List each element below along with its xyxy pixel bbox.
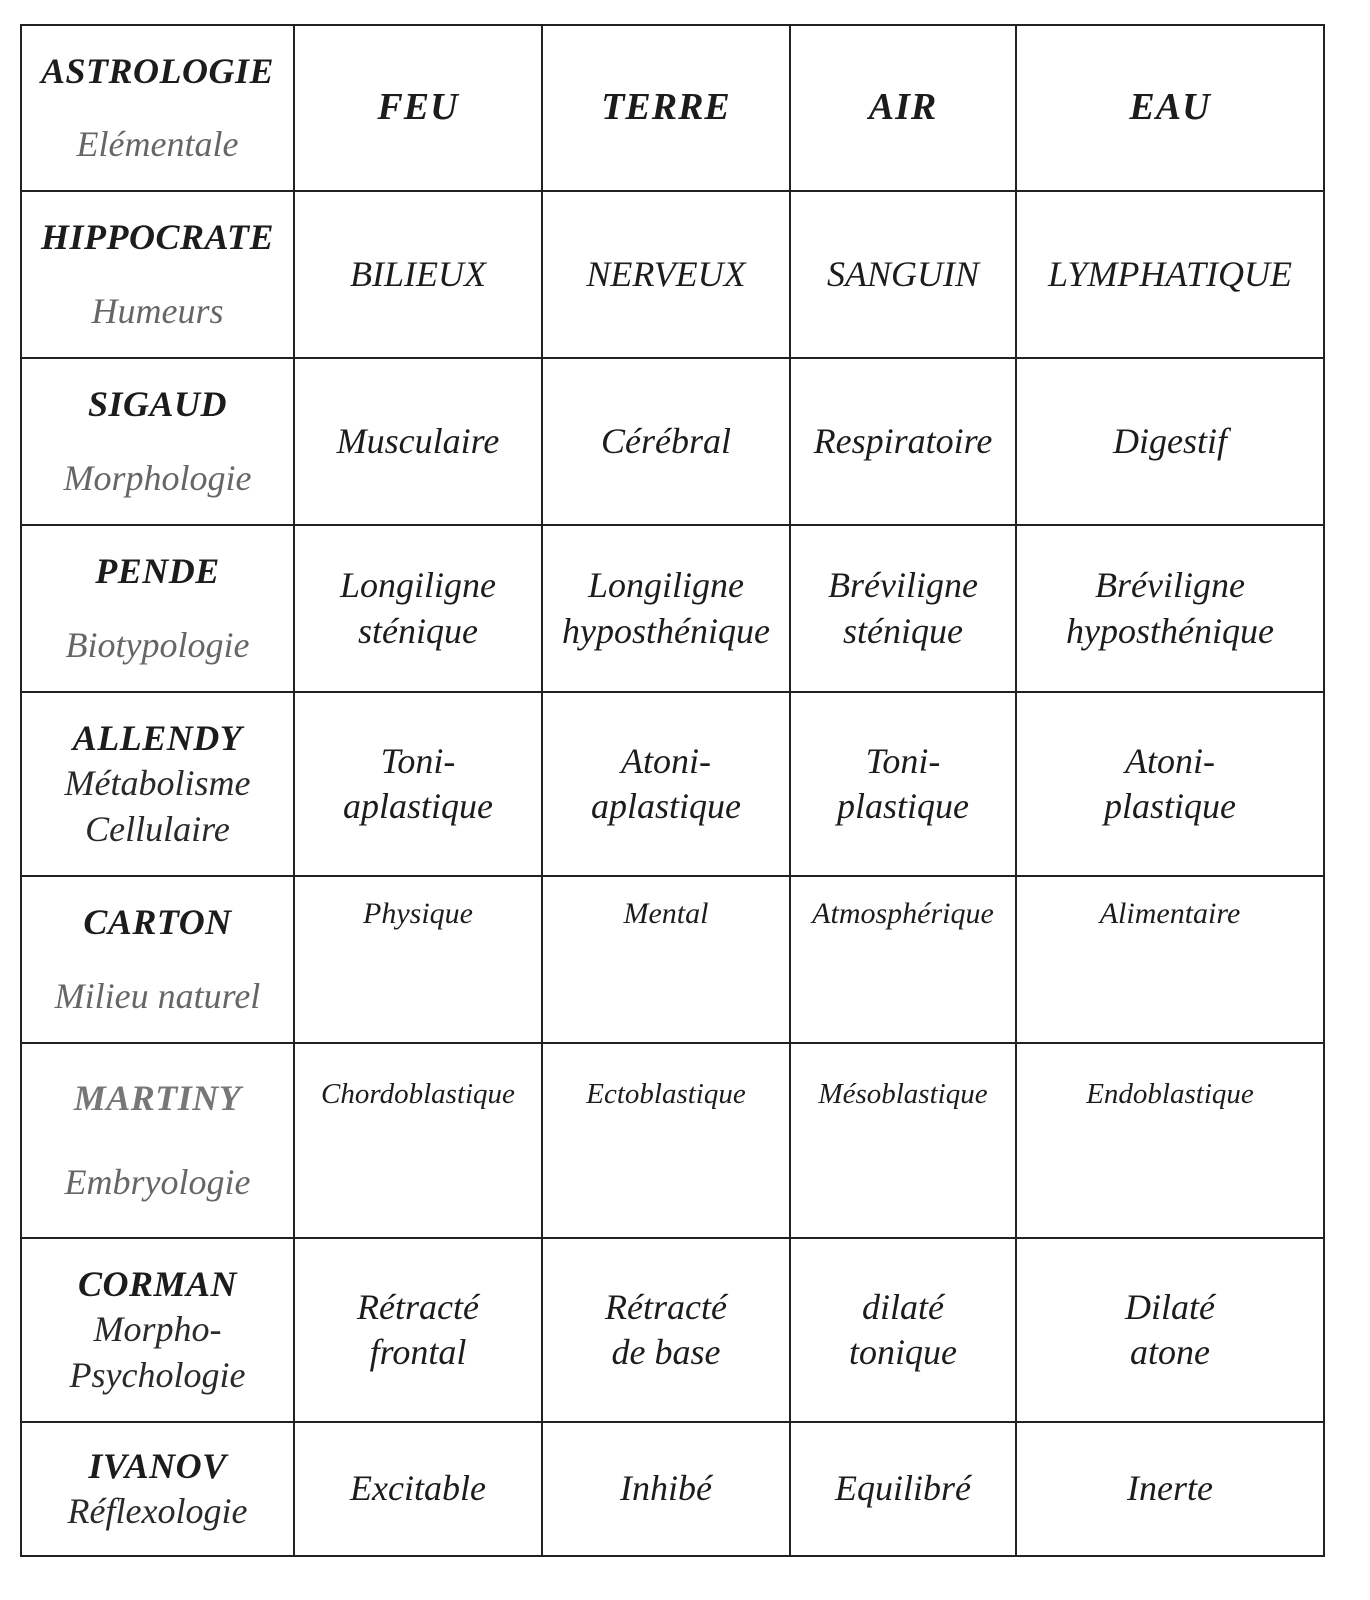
table-row bbox=[21, 1422, 1324, 1556]
row-subtitle: Cellulaire bbox=[85, 808, 230, 849]
row-subtitle: Humeurs bbox=[91, 290, 224, 331]
table-cell bbox=[294, 692, 542, 876]
table-cell: Alimentaire bbox=[1016, 876, 1324, 1043]
table-row bbox=[21, 358, 1324, 525]
table-cell: Mésoblastique bbox=[790, 1043, 1016, 1238]
row-title: SIGAUD bbox=[87, 384, 228, 425]
row-title: PENDE bbox=[95, 551, 220, 592]
cell-line: Rétracté bbox=[357, 1286, 479, 1327]
header-row bbox=[21, 25, 1324, 191]
table-cell: Respiratoire bbox=[790, 358, 1016, 525]
element-header-air: AIR bbox=[790, 25, 1016, 191]
row-title: ALLENDY bbox=[72, 717, 243, 758]
row-subtitle: Milieu naturel bbox=[54, 975, 261, 1016]
row-subtitle: Morpho- bbox=[93, 1309, 222, 1350]
cell-line: Bréviligne bbox=[1095, 565, 1245, 606]
row-subtitle: Embryologie bbox=[64, 1161, 251, 1202]
cell-line: Bréviligne bbox=[828, 565, 978, 606]
table-cell: Physique bbox=[294, 876, 542, 1043]
row-title: HIPPOCRATE bbox=[40, 217, 275, 258]
table-row bbox=[21, 1043, 1324, 1238]
typology-table bbox=[20, 24, 1325, 1557]
table-row bbox=[21, 692, 1324, 876]
row-header-cell bbox=[21, 358, 294, 525]
row-subtitle: Métabolisme bbox=[64, 763, 251, 804]
table-cell: Inhibé bbox=[542, 1422, 790, 1556]
table-cell bbox=[542, 1238, 790, 1422]
table-cell: Endoblastique bbox=[1016, 1043, 1324, 1238]
table-cell: NERVEUX bbox=[542, 191, 790, 358]
table-cell bbox=[1016, 525, 1324, 692]
element-header-terre: TERRE bbox=[542, 25, 790, 191]
table-cell: Cérébral bbox=[542, 358, 790, 525]
cell-line: Atoni- bbox=[621, 740, 711, 781]
corner-cell bbox=[21, 25, 294, 191]
row-title: MARTINY bbox=[73, 1078, 242, 1119]
row-header-cell bbox=[21, 1238, 294, 1422]
table-cell: Equilibré bbox=[790, 1422, 1016, 1556]
table-cell: Atmosphérique bbox=[790, 876, 1016, 1043]
table-cell: Inerte bbox=[1016, 1422, 1324, 1556]
row-subtitle: Elémentale bbox=[76, 124, 239, 164]
cell-line: plastique bbox=[1104, 786, 1236, 826]
row-header-cell bbox=[21, 1422, 294, 1556]
table-cell bbox=[790, 525, 1016, 692]
row-subtitle: Réflexologie bbox=[67, 1491, 248, 1531]
row-header-cell bbox=[21, 525, 294, 692]
table-cell: Mental bbox=[542, 876, 790, 1043]
table-cell: Chordoblastique bbox=[294, 1043, 542, 1238]
row-subtitle: Morphologie bbox=[63, 457, 252, 498]
cell-line: de base bbox=[611, 1332, 721, 1372]
table-cell bbox=[1016, 692, 1324, 876]
table-cell: Excitable bbox=[294, 1422, 542, 1556]
table-cell bbox=[542, 525, 790, 692]
cell-line: tonique bbox=[849, 1332, 957, 1372]
cell-line: hyposthénique bbox=[1066, 610, 1274, 651]
cell-line: Dilaté bbox=[1125, 1286, 1215, 1327]
table-cell bbox=[542, 692, 790, 876]
row-header-cell bbox=[21, 1043, 294, 1238]
table-row bbox=[21, 876, 1324, 1043]
row-header-cell bbox=[21, 191, 294, 358]
table-row bbox=[21, 191, 1324, 358]
table-row bbox=[21, 525, 1324, 692]
row-title: ASTROLOGIE bbox=[40, 50, 275, 91]
cell-line: frontal bbox=[369, 1332, 467, 1372]
cell-line: aplastique bbox=[591, 786, 741, 826]
element-header-feu: FEU bbox=[294, 25, 542, 191]
table-cell bbox=[294, 525, 542, 692]
row-subtitle: Biotypologie bbox=[65, 624, 250, 665]
cell-line: dilaté bbox=[862, 1286, 944, 1327]
row-title: CARTON bbox=[83, 902, 232, 943]
row-subtitle: Psychologie bbox=[69, 1354, 246, 1395]
cell-line: Toni- bbox=[865, 740, 941, 781]
table-cell: Ectoblastique bbox=[542, 1043, 790, 1238]
table-cell: Digestif bbox=[1016, 358, 1324, 525]
row-header-cell bbox=[21, 876, 294, 1043]
cell-line: sténique bbox=[843, 610, 963, 651]
cell-line: Longiligne bbox=[339, 565, 496, 606]
table-cell bbox=[790, 692, 1016, 876]
table-cell: Musculaire bbox=[294, 358, 542, 525]
table-cell: SANGUIN bbox=[790, 191, 1016, 358]
table-cell: BILIEUX bbox=[294, 191, 542, 358]
cell-line: hyposthénique bbox=[562, 610, 770, 651]
cell-line: atone bbox=[1130, 1332, 1210, 1372]
element-header-eau: EAU bbox=[1016, 25, 1324, 191]
cell-line: Longiligne bbox=[587, 565, 744, 606]
cell-line: aplastique bbox=[343, 786, 493, 826]
table-cell bbox=[1016, 1238, 1324, 1422]
row-title: CORMAN bbox=[77, 1263, 238, 1304]
cell-line: Rétracté bbox=[605, 1286, 727, 1327]
table-cell bbox=[294, 1238, 542, 1422]
cell-line: Toni- bbox=[380, 740, 456, 781]
row-title: IVANOV bbox=[88, 1445, 227, 1486]
cell-line: Atoni- bbox=[1125, 740, 1215, 781]
row-header-cell bbox=[21, 692, 294, 876]
cell-line: plastique bbox=[837, 786, 969, 826]
table-cell: LYMPHATIQUE bbox=[1016, 191, 1324, 358]
cell-line: sténique bbox=[358, 610, 478, 651]
table-row bbox=[21, 1238, 1324, 1422]
table-cell bbox=[790, 1238, 1016, 1422]
